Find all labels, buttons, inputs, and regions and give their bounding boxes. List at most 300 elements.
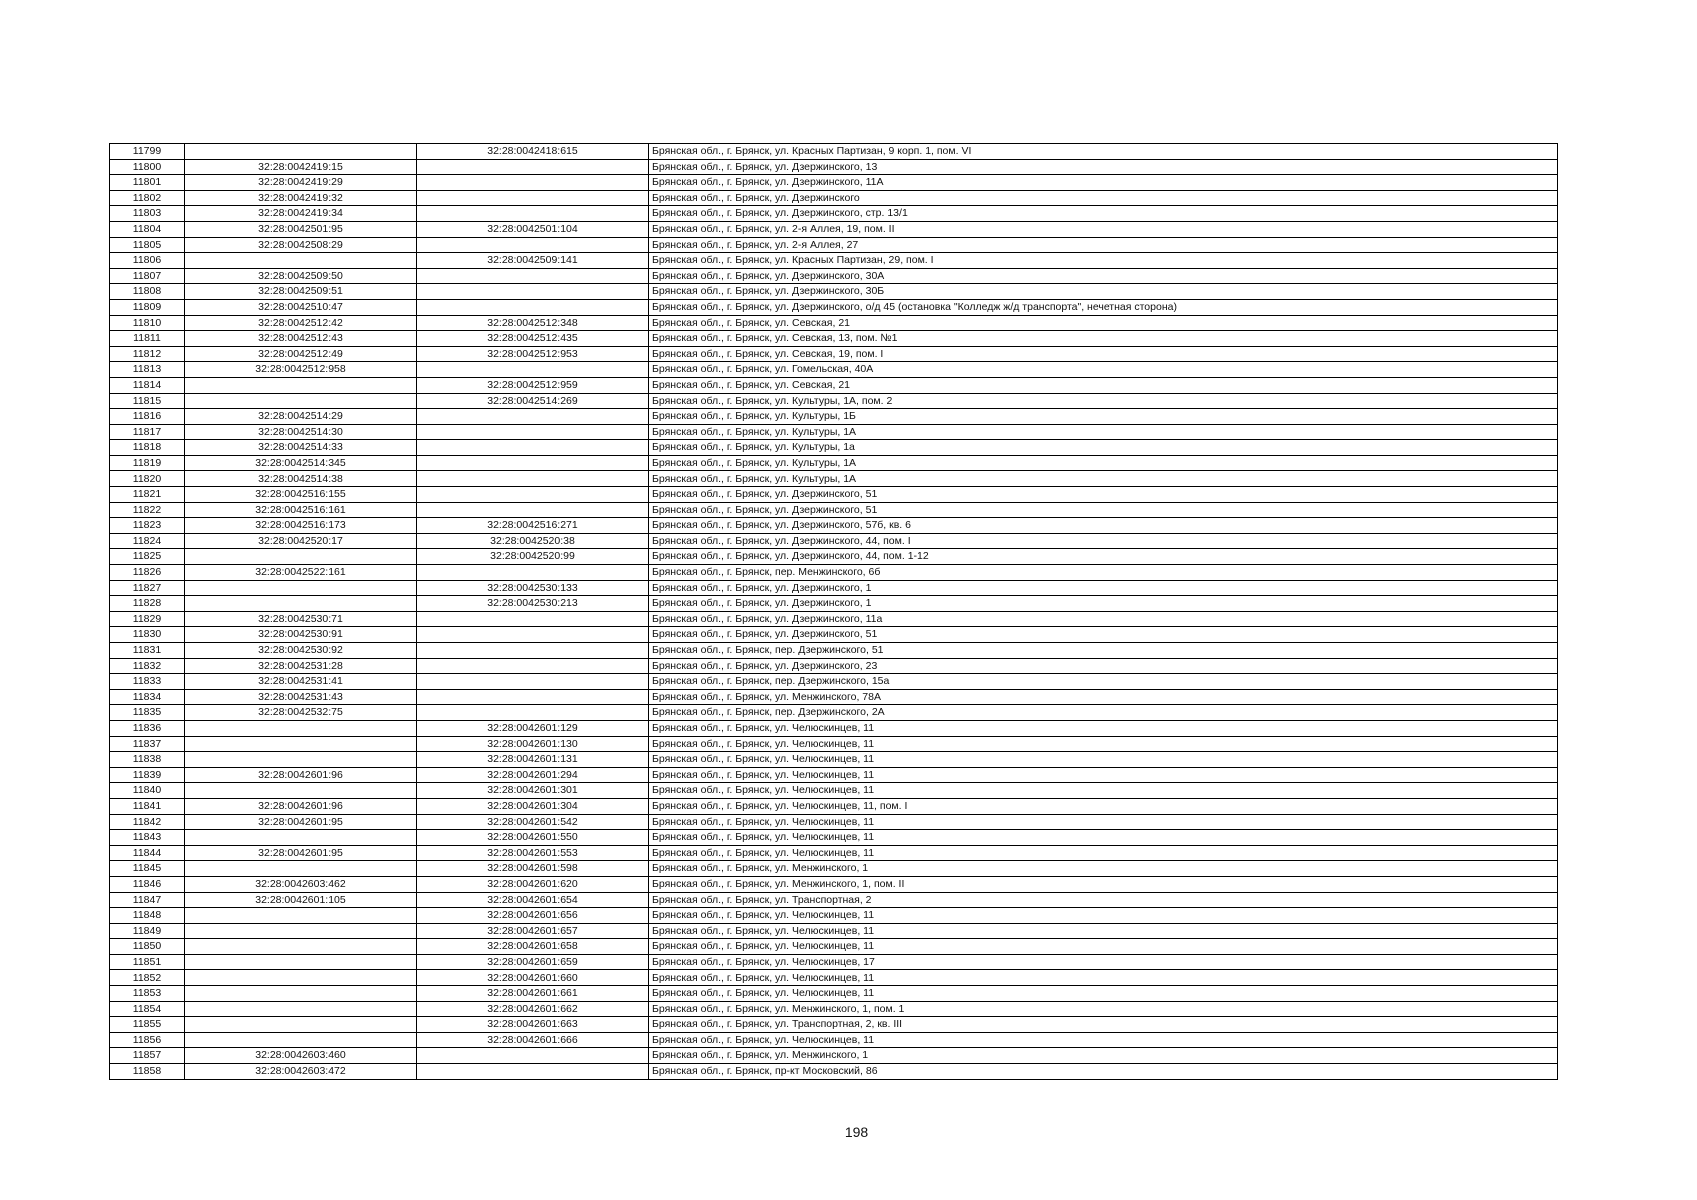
cadastral-number-cell <box>185 986 417 1002</box>
row-number-cell: 11803 <box>110 206 185 222</box>
cadastral-number-premises-cell <box>417 674 649 690</box>
row-number-cell: 11858 <box>110 1064 185 1080</box>
address-cell: Брянская обл., г. Брянск, ул. Челюскинцев, 11 <box>649 1032 1558 1048</box>
cadastral-number-premises-cell <box>417 502 649 518</box>
table-row <box>110 471 1558 487</box>
row-number-cell: 11841 <box>110 798 185 814</box>
table-row <box>110 237 1558 253</box>
address-cell: Брянская обл., г. Брянск, ул. Челюскинцев, 11 <box>649 814 1558 830</box>
cadastral-number-cell: 32:28:0042419:15 <box>185 159 417 175</box>
table-row <box>110 175 1558 191</box>
cadastral-number-cell: 32:28:0042514:33 <box>185 440 417 456</box>
row-number-cell: 11822 <box>110 502 185 518</box>
row-number-cell: 11853 <box>110 986 185 1002</box>
table-row <box>110 908 1558 924</box>
table-row <box>110 596 1558 612</box>
address-cell: Брянская обл., г. Брянск, пер. Менжинского, 6б <box>649 565 1558 581</box>
address-cell: Брянская обл., г. Брянск, ул. Дзержинского, 51 <box>649 502 1558 518</box>
row-number-cell: 11811 <box>110 331 185 347</box>
cadastral-number-cell <box>185 954 417 970</box>
cadastral-number-cell: 32:28:0042512:49 <box>185 346 417 362</box>
cadastral-number-cell: 32:28:0042601:96 <box>185 798 417 814</box>
address-cell: Брянская обл., г. Брянск, ул. Челюскинцев, 17 <box>649 954 1558 970</box>
address-cell: Брянская обл., г. Брянск, ул. Челюскинцев, 11 <box>649 752 1558 768</box>
cadastral-number-premises-cell: 32:28:0042601:654 <box>417 892 649 908</box>
row-number-cell: 11805 <box>110 237 185 253</box>
row-number-cell: 11815 <box>110 393 185 409</box>
row-number-cell: 11807 <box>110 268 185 284</box>
cadastral-number-cell: 32:28:0042520:17 <box>185 533 417 549</box>
row-number-cell: 11854 <box>110 1001 185 1017</box>
cadastral-number-cell <box>185 830 417 846</box>
address-cell: Брянская обл., г. Брянск, ул. Менжинского, 1, пом. 1 <box>649 1001 1558 1017</box>
cadastral-number-premises-cell <box>417 565 649 581</box>
row-number-cell: 11855 <box>110 1017 185 1033</box>
table-row <box>110 643 1558 659</box>
table-row <box>110 1048 1558 1064</box>
cadastral-number-premises-cell: 32:28:0042512:435 <box>417 331 649 347</box>
row-number-cell: 11827 <box>110 580 185 596</box>
cadastral-number-premises-cell: 32:28:0042601:658 <box>417 939 649 955</box>
row-number-cell: 11839 <box>110 767 185 783</box>
table-row <box>110 377 1558 393</box>
address-cell: Брянская обл., г. Брянск, ул. Севская, 13, пом. №1 <box>649 331 1558 347</box>
cadastral-number-premises-cell <box>417 190 649 206</box>
cadastral-number-cell <box>185 783 417 799</box>
row-number-cell: 11826 <box>110 565 185 581</box>
row-number-cell: 11813 <box>110 362 185 378</box>
row-number-cell: 11804 <box>110 221 185 237</box>
cadastral-number-premises-cell: 32:28:0042520:99 <box>417 549 649 565</box>
cadastral-number-cell: 32:28:0042603:462 <box>185 876 417 892</box>
table-row <box>110 346 1558 362</box>
address-cell: Брянская обл., г. Брянск, пр-кт Московский, 86 <box>649 1064 1558 1080</box>
cadastral-number-cell: 32:28:0042514:29 <box>185 409 417 425</box>
address-cell: Брянская обл., г. Брянск, ул. Культуры, 1а <box>649 440 1558 456</box>
cadastral-number-cell <box>185 253 417 269</box>
cadastral-number-cell <box>185 1001 417 1017</box>
address-cell: Брянская обл., г. Брянск, ул. Дзержинского, 1 <box>649 596 1558 612</box>
row-number-cell: 11852 <box>110 970 185 986</box>
address-cell: Брянская обл., г. Брянск, ул. Дзержинского <box>649 190 1558 206</box>
table-row <box>110 830 1558 846</box>
row-number-cell: 11816 <box>110 409 185 425</box>
address-cell: Брянская обл., г. Брянск, ул. Челюскинцев, 11 <box>649 845 1558 861</box>
row-number-cell: 11847 <box>110 892 185 908</box>
row-number-cell: 11850 <box>110 939 185 955</box>
cadastral-number-cell <box>185 1017 417 1033</box>
row-number-cell: 11849 <box>110 923 185 939</box>
row-number-cell: 11806 <box>110 253 185 269</box>
cadastral-number-cell <box>185 970 417 986</box>
address-cell: Брянская обл., г. Брянск, ул. Гомельская, 40А <box>649 362 1558 378</box>
address-cell: Брянская обл., г. Брянск, ул. Дзержинского, 1 <box>649 580 1558 596</box>
cadastral-number-premises-cell: 32:28:0042601:130 <box>417 736 649 752</box>
cadastral-number-premises-cell: 32:28:0042512:959 <box>417 377 649 393</box>
address-cell: Брянская обл., г. Брянск, ул. Менжинского, 1 <box>649 1048 1558 1064</box>
table-row <box>110 549 1558 565</box>
row-number-cell: 11834 <box>110 689 185 705</box>
row-number-cell: 11828 <box>110 596 185 612</box>
table-row <box>110 674 1558 690</box>
table-row <box>110 658 1558 674</box>
address-cell: Брянская обл., г. Брянск, ул. Дзержинского, 11А <box>649 175 1558 191</box>
table-row <box>110 627 1558 643</box>
cadastral-number-cell <box>185 144 417 160</box>
cadastral-number-cell <box>185 720 417 736</box>
address-cell: Брянская обл., г. Брянск, ул. Дзержинского, 44, пом. I <box>649 533 1558 549</box>
cadastral-number-premises-cell <box>417 268 649 284</box>
cadastral-number-premises-cell: 32:28:0042601:662 <box>417 1001 649 1017</box>
address-cell: Брянская обл., г. Брянск, ул. Дзержинского, 11а <box>649 611 1558 627</box>
address-cell: Брянская обл., г. Брянск, ул. Севская, 21 <box>649 315 1558 331</box>
row-number-cell: 11845 <box>110 861 185 877</box>
cadastral-number-cell: 32:28:0042532:75 <box>185 705 417 721</box>
cadastral-number-premises-cell: 32:28:0042601:542 <box>417 814 649 830</box>
row-number-cell: 11810 <box>110 315 185 331</box>
cadastral-number-premises-cell: 32:28:0042601:657 <box>417 923 649 939</box>
cadastral-number-cell: 32:28:0042509:50 <box>185 268 417 284</box>
cadastral-number-cell <box>185 939 417 955</box>
cadastral-number-premises-cell <box>417 455 649 471</box>
row-number-cell: 11829 <box>110 611 185 627</box>
table-row <box>110 954 1558 970</box>
table-row <box>110 409 1558 425</box>
table-row <box>110 814 1558 830</box>
row-number-cell: 11814 <box>110 377 185 393</box>
address-cell: Брянская обл., г. Брянск, ул. Культуры, 1А <box>649 471 1558 487</box>
table-row <box>110 159 1558 175</box>
table-row <box>110 502 1558 518</box>
row-number-cell: 11842 <box>110 814 185 830</box>
cadastral-number-premises-cell: 32:28:0042601:659 <box>417 954 649 970</box>
table-row <box>110 393 1558 409</box>
row-number-cell: 11812 <box>110 346 185 362</box>
cadastral-number-premises-cell: 32:28:0042601:660 <box>417 970 649 986</box>
address-cell: Брянская обл., г. Брянск, ул. Красных Партизан, 29, пом. I <box>649 253 1558 269</box>
registry-table-body <box>110 144 1558 1080</box>
cadastral-number-premises-cell <box>417 643 649 659</box>
cadastral-number-cell <box>185 596 417 612</box>
cadastral-number-premises-cell: 32:28:0042601:553 <box>417 845 649 861</box>
cadastral-number-premises-cell: 32:28:0042601:656 <box>417 908 649 924</box>
cadastral-number-cell: 32:28:0042419:29 <box>185 175 417 191</box>
cadastral-number-premises-cell: 32:28:0042601:304 <box>417 798 649 814</box>
address-cell: Брянская обл., г. Брянск, ул. Культуры, 1Б <box>649 409 1558 425</box>
row-number-cell: 11840 <box>110 783 185 799</box>
cadastral-number-premises-cell <box>417 487 649 503</box>
cadastral-number-cell: 32:28:0042603:460 <box>185 1048 417 1064</box>
cadastral-number-cell: 32:28:0042530:92 <box>185 643 417 659</box>
row-number-cell: 11857 <box>110 1048 185 1064</box>
address-cell: Брянская обл., г. Брянск, пер. Дзержинского, 51 <box>649 643 1558 659</box>
cadastral-number-premises-cell <box>417 705 649 721</box>
row-number-cell: 11808 <box>110 284 185 300</box>
address-cell: Брянская обл., г. Брянск, ул. Дзержинского, 51 <box>649 487 1558 503</box>
table-row <box>110 455 1558 471</box>
address-cell: Брянская обл., г. Брянск, ул. 2-я Аллея, 19, пом. II <box>649 221 1558 237</box>
cadastral-number-premises-cell <box>417 440 649 456</box>
cadastral-number-cell <box>185 861 417 877</box>
address-cell: Брянская обл., г. Брянск, пер. Дзержинского, 2А <box>649 705 1558 721</box>
table-row <box>110 190 1558 206</box>
cadastral-number-cell: 32:28:0042601:105 <box>185 892 417 908</box>
address-cell: Брянская обл., г. Брянск, ул. Дзержинского, 30А <box>649 268 1558 284</box>
address-cell: Брянская обл., г. Брянск, ул. Челюскинцев, 11 <box>649 923 1558 939</box>
cadastral-number-cell <box>185 377 417 393</box>
cadastral-number-cell <box>185 1032 417 1048</box>
cadastral-number-premises-cell: 32:28:0042530:133 <box>417 580 649 596</box>
address-cell: Брянская обл., г. Брянск, ул. Красных Партизан, 9 корп. 1, пом. VI <box>649 144 1558 160</box>
cadastral-number-cell: 32:28:0042522:161 <box>185 565 417 581</box>
page-number: 198 <box>844 1124 869 1140</box>
address-cell: Брянская обл., г. Брянск, ул. Культуры, 1А <box>649 424 1558 440</box>
table-row <box>110 268 1558 284</box>
address-cell: Брянская обл., г. Брянск, ул. Челюскинцев, 11 <box>649 736 1558 752</box>
cadastral-number-cell: 32:28:0042516:155 <box>185 487 417 503</box>
cadastral-number-cell: 32:28:0042601:96 <box>185 767 417 783</box>
table-row <box>110 861 1558 877</box>
address-cell: Брянская обл., г. Брянск, ул. Челюскинцев, 11 <box>649 767 1558 783</box>
cadastral-number-premises-cell <box>417 362 649 378</box>
cadastral-number-cell: 32:28:0042514:345 <box>185 455 417 471</box>
address-cell: Брянская обл., г. Брянск, ул. Дзержинского, 30Б <box>649 284 1558 300</box>
cadastral-number-cell <box>185 393 417 409</box>
table-row <box>110 331 1558 347</box>
table-row <box>110 689 1558 705</box>
cadastral-number-premises-cell <box>417 237 649 253</box>
address-cell: Брянская обл., г. Брянск, ул. Дзержинского, 23 <box>649 658 1558 674</box>
row-number-cell: 11837 <box>110 736 185 752</box>
table-row <box>110 845 1558 861</box>
cadastral-number-premises-cell: 32:28:0042601:294 <box>417 767 649 783</box>
table-row <box>110 720 1558 736</box>
table-row <box>110 1001 1558 1017</box>
table-row <box>110 221 1558 237</box>
address-cell: Брянская обл., г. Брянск, ул. Челюскинцев, 11 <box>649 970 1558 986</box>
table-row <box>110 736 1558 752</box>
table-row <box>110 611 1558 627</box>
cadastral-number-premises-cell <box>417 627 649 643</box>
row-number-cell: 11844 <box>110 845 185 861</box>
table-row <box>110 284 1558 300</box>
cadastral-number-cell: 32:28:0042508:29 <box>185 237 417 253</box>
address-cell: Брянская обл., г. Брянск, ул. Дзержинского, 57б, кв. 6 <box>649 518 1558 534</box>
cadastral-number-premises-cell: 32:28:0042512:348 <box>417 315 649 331</box>
cadastral-number-cell: 32:28:0042512:42 <box>185 315 417 331</box>
cadastral-number-premises-cell: 32:28:0042601:666 <box>417 1032 649 1048</box>
row-number-cell: 11802 <box>110 190 185 206</box>
row-number-cell: 11819 <box>110 455 185 471</box>
cadastral-number-cell: 32:28:0042530:91 <box>185 627 417 643</box>
address-cell: Брянская обл., г. Брянск, ул. Культуры, 1А, пом. 2 <box>649 393 1558 409</box>
address-cell: Брянская обл., г. Брянск, ул. Севская, 21 <box>649 377 1558 393</box>
address-cell: Брянская обл., г. Брянск, ул. Культуры, 1А <box>649 455 1558 471</box>
cadastral-number-cell: 32:28:0042512:43 <box>185 331 417 347</box>
row-number-cell: 11801 <box>110 175 185 191</box>
cadastral-number-cell: 32:28:0042601:95 <box>185 814 417 830</box>
table-row <box>110 253 1558 269</box>
table-row <box>110 798 1558 814</box>
cadastral-number-premises-cell: 32:28:0042601:663 <box>417 1017 649 1033</box>
row-number-cell: 11856 <box>110 1032 185 1048</box>
cadastral-number-premises-cell <box>417 159 649 175</box>
table-row <box>110 752 1558 768</box>
table-row <box>110 1032 1558 1048</box>
table-row <box>110 565 1558 581</box>
table-row <box>110 876 1558 892</box>
cadastral-number-premises-cell <box>417 1064 649 1080</box>
cadastral-number-cell: 32:28:0042512:958 <box>185 362 417 378</box>
cadastral-number-cell <box>185 752 417 768</box>
address-cell: Брянская обл., г. Брянск, ул. Менжинского, 1, пом. II <box>649 876 1558 892</box>
table-row <box>110 1064 1558 1080</box>
cadastral-number-premises-cell <box>417 299 649 315</box>
cadastral-number-premises-cell: 32:28:0042514:269 <box>417 393 649 409</box>
row-number-cell: 11825 <box>110 549 185 565</box>
row-number-cell: 11820 <box>110 471 185 487</box>
address-cell: Брянская обл., г. Брянск, ул. Челюскинцев, 11 <box>649 908 1558 924</box>
cadastral-number-premises-cell: 32:28:0042501:104 <box>417 221 649 237</box>
cadastral-number-premises-cell: 32:28:0042516:271 <box>417 518 649 534</box>
cadastral-number-premises-cell <box>417 175 649 191</box>
cadastral-number-premises-cell <box>417 471 649 487</box>
cadastral-number-cell <box>185 580 417 596</box>
address-cell: Брянская обл., г. Брянск, ул. Дзержинского, 13 <box>649 159 1558 175</box>
row-number-cell: 11830 <box>110 627 185 643</box>
cadastral-number-cell: 32:28:0042531:28 <box>185 658 417 674</box>
cadastral-number-cell <box>185 908 417 924</box>
row-number-cell: 11846 <box>110 876 185 892</box>
table-row <box>110 939 1558 955</box>
cadastral-number-cell: 32:28:0042531:41 <box>185 674 417 690</box>
table-row <box>110 986 1558 1002</box>
cadastral-number-premises-cell: 32:28:0042418:615 <box>417 144 649 160</box>
cadastral-number-premises-cell <box>417 206 649 222</box>
address-cell: Брянская обл., г. Брянск, ул. Менжинского, 1 <box>649 861 1558 877</box>
cadastral-number-cell: 32:28:0042419:34 <box>185 206 417 222</box>
row-number-cell: 11817 <box>110 424 185 440</box>
table-row <box>110 580 1558 596</box>
row-number-cell: 11824 <box>110 533 185 549</box>
address-cell: Брянская обл., г. Брянск, ул. 2-я Аллея, 27 <box>649 237 1558 253</box>
table-row <box>110 362 1558 378</box>
cadastral-number-cell: 32:28:0042601:95 <box>185 845 417 861</box>
address-cell: Брянская обл., г. Брянск, ул. Дзержинского, 51 <box>649 627 1558 643</box>
table-row <box>110 705 1558 721</box>
cadastral-number-cell: 32:28:0042516:161 <box>185 502 417 518</box>
address-cell: Брянская обл., г. Брянск, ул. Челюскинцев, 11 <box>649 986 1558 1002</box>
table-row <box>110 315 1558 331</box>
table-row <box>110 487 1558 503</box>
row-number-cell: 11799 <box>110 144 185 160</box>
table-row <box>110 518 1558 534</box>
row-number-cell: 11848 <box>110 908 185 924</box>
cadastral-number-cell <box>185 923 417 939</box>
cadastral-number-premises-cell <box>417 658 649 674</box>
table-row <box>110 533 1558 549</box>
address-cell: Брянская обл., г. Брянск, ул. Челюскинцев, 11 <box>649 939 1558 955</box>
row-number-cell: 11843 <box>110 830 185 846</box>
table-row <box>110 299 1558 315</box>
cadastral-number-cell: 32:28:0042603:472 <box>185 1064 417 1080</box>
address-cell: Брянская обл., г. Брянск, ул. Челюскинцев, 11 <box>649 720 1558 736</box>
row-number-cell: 11838 <box>110 752 185 768</box>
cadastral-number-cell: 32:28:0042419:32 <box>185 190 417 206</box>
row-number-cell: 11800 <box>110 159 185 175</box>
cadastral-number-premises-cell <box>417 689 649 705</box>
table-row <box>110 892 1558 908</box>
cadastral-number-cell: 32:28:0042510:47 <box>185 299 417 315</box>
address-cell: Брянская обл., г. Брянск, пер. Дзержинского, 15а <box>649 674 1558 690</box>
cadastral-number-premises-cell: 32:28:0042509:141 <box>417 253 649 269</box>
address-cell: Брянская обл., г. Брянск, ул. Транспортная, 2, кв. III <box>649 1017 1558 1033</box>
cadastral-number-premises-cell: 32:28:0042601:301 <box>417 783 649 799</box>
cadastral-number-premises-cell: 32:28:0042601:131 <box>417 752 649 768</box>
table-row <box>110 923 1558 939</box>
row-number-cell: 11832 <box>110 658 185 674</box>
cadastral-number-premises-cell: 32:28:0042601:661 <box>417 986 649 1002</box>
table-row <box>110 783 1558 799</box>
cadastral-number-cell: 32:28:0042531:43 <box>185 689 417 705</box>
address-cell: Брянская обл., г. Брянск, ул. Дзержинского, 44, пом. 1-12 <box>649 549 1558 565</box>
cadastral-number-premises-cell <box>417 284 649 300</box>
cadastral-number-premises-cell <box>417 1048 649 1064</box>
cadastral-number-cell: 32:28:0042509:51 <box>185 284 417 300</box>
cadastral-number-premises-cell <box>417 424 649 440</box>
cadastral-number-premises-cell <box>417 611 649 627</box>
row-number-cell: 11833 <box>110 674 185 690</box>
row-number-cell: 11818 <box>110 440 185 456</box>
table-row <box>110 206 1558 222</box>
cadastral-number-premises-cell: 32:28:0042512:953 <box>417 346 649 362</box>
cadastral-number-premises-cell: 32:28:0042601:598 <box>417 861 649 877</box>
cadastral-number-premises-cell <box>417 409 649 425</box>
cadastral-number-cell: 32:28:0042514:38 <box>185 471 417 487</box>
row-number-cell: 11809 <box>110 299 185 315</box>
cadastral-number-cell <box>185 736 417 752</box>
row-number-cell: 11823 <box>110 518 185 534</box>
row-number-cell: 11835 <box>110 705 185 721</box>
address-cell: Брянская обл., г. Брянск, ул. Транспортная, 2 <box>649 892 1558 908</box>
table-row <box>110 144 1558 160</box>
registry-table <box>109 143 1558 1080</box>
table-row <box>110 440 1558 456</box>
row-number-cell: 11831 <box>110 643 185 659</box>
row-number-cell: 11821 <box>110 487 185 503</box>
address-cell: Брянская обл., г. Брянск, ул. Дзержинского, стр. 13/1 <box>649 206 1558 222</box>
cadastral-number-cell: 32:28:0042516:173 <box>185 518 417 534</box>
address-cell: Брянская обл., г. Брянск, ул. Челюскинцев, 11, пом. I <box>649 798 1558 814</box>
table-row <box>110 424 1558 440</box>
table-row <box>110 1017 1558 1033</box>
cadastral-number-cell: 32:28:0042530:71 <box>185 611 417 627</box>
address-cell: Брянская обл., г. Брянск, ул. Дзержинского, о/д 45 (остановка "Колледж ж/д транспорта", нечетная сторона) <box>649 299 1558 315</box>
address-cell: Брянская обл., г. Брянск, ул. Челюскинцев, 11 <box>649 830 1558 846</box>
row-number-cell: 11851 <box>110 954 185 970</box>
cadastral-number-cell <box>185 549 417 565</box>
table-row <box>110 970 1558 986</box>
address-cell: Брянская обл., г. Брянск, ул. Челюскинцев, 11 <box>649 783 1558 799</box>
cadastral-number-premises-cell: 32:28:0042601:129 <box>417 720 649 736</box>
cadastral-number-premises-cell: 32:28:0042530:213 <box>417 596 649 612</box>
cadastral-number-cell: 32:28:0042514:30 <box>185 424 417 440</box>
cadastral-number-premises-cell: 32:28:0042601:620 <box>417 876 649 892</box>
address-cell: Брянская обл., г. Брянск, ул. Менжинского, 78А <box>649 689 1558 705</box>
row-number-cell: 11836 <box>110 720 185 736</box>
address-cell: Брянская обл., г. Брянск, ул. Севская, 19, пом. I <box>649 346 1558 362</box>
cadastral-number-cell: 32:28:0042501:95 <box>185 221 417 237</box>
